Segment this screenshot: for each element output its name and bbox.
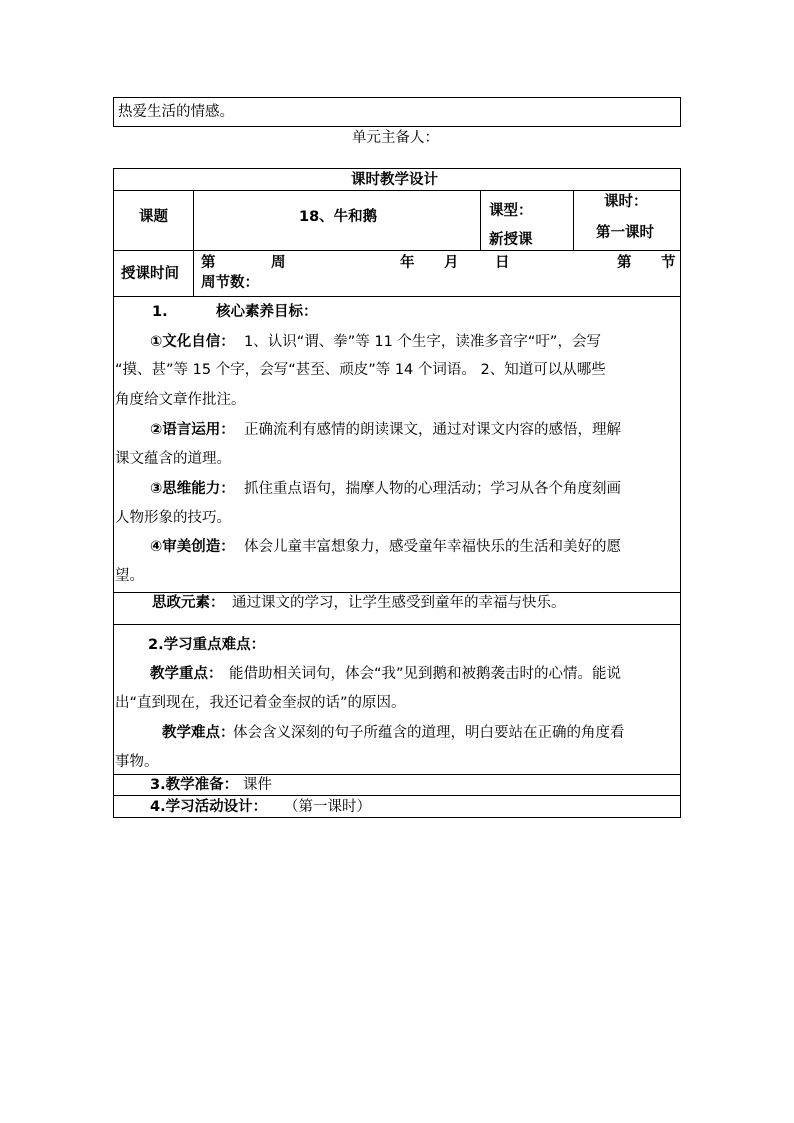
teaching-prep-text: 课件 [243,777,272,793]
teaching-focus-line-2: 出“直到现在，我还记着金奎叔的话”的原因。 [115,695,406,711]
week-suffix: 周 [271,255,286,271]
goals-heading: 核心素养目标： [216,304,318,320]
thinking-line-2: 人物形象的技巧。 [115,510,231,526]
table-line [113,795,681,796]
table-line [480,190,481,250]
table-line [573,190,574,250]
teaching-difficulty-line-2: 事物。 [115,754,159,770]
section-prefix: 第 [617,255,632,271]
thinking-line-1: 抓住重点语句，揣摩人物的心理活动；学习从各个角度刻画 [244,481,621,497]
teaching-difficulty-label: 教学难点： [162,725,235,741]
teaching-focus-line-1: 能借助相关词句，体会“我”见到鹅和被鹅袭击时的心情。能说 [229,666,622,682]
activity-design-label: 4.学习活动设计： [150,799,268,815]
day-label: 日 [495,255,510,271]
culture-line-1: 1、认识“谓、拳”等 11 个生字，读准多音字“吁”，会写 [244,334,601,350]
table-line [113,190,681,191]
culture-label: ①文化自信： [150,334,235,350]
ideology-label: 思政元素： [152,595,225,611]
year-label: 年 [400,255,415,271]
thinking-label: ③思维能力： [150,481,235,497]
weekday-label: 周节数： [201,275,259,291]
topic-value: 18、牛和鹅 [299,209,378,225]
table-line [113,250,681,251]
teaching-prep-label: 3.教学准备： [150,777,239,793]
key-points-heading: 2.学习重点难点： [148,637,266,653]
table-line [193,190,194,296]
unit-preparer-label: 单元主备人： [352,130,439,146]
aesthetic-label: ④审美创造： [150,539,235,555]
topic-label: 课题 [139,209,168,225]
period-value: 第一课时 [596,225,654,241]
ideology-text: 通过课文的学习，让学生感受到童年的幸福与快乐。 [232,595,566,611]
lesson-type-label: 课型： [489,203,533,219]
language-line-1: 正确流利有感情的朗读课文，通过对课文内容的感悟，理解 [244,422,621,438]
table-line [113,592,681,593]
class-time-label: 授课时间 [121,266,179,282]
language-label: ②语言运用： [150,422,235,438]
section-suffix: 节 [661,255,676,271]
table-title: 课时教学设计 [351,172,438,188]
aesthetic-line-1: 体会儿童丰富想象力，感受童年幸福快乐的生活和美好的愿 [244,539,621,555]
lesson-type-value: 新授课 [489,232,533,248]
week-prefix: 第 [201,255,216,271]
period-label: 课时： [604,194,648,210]
table-line [113,296,681,297]
language-line-2: 课文蕴含的道理。 [115,451,231,467]
teaching-difficulty-line-1: 体会含义深刻的句子所蕴含的道理，明白要站在正确的角度看 [233,725,625,741]
month-label: 月 [444,255,459,271]
table-line [113,624,681,625]
aesthetic-line-2: 望。 [115,568,144,584]
goals-number: 1. [152,304,168,320]
top-text: 热爱生活的情感。 [118,104,234,120]
culture-line-2: “摸、甚”等 15 个字，会写“甚至、顽皮”等 14 个词语。 2、知道可以从哪些 [115,362,606,378]
teaching-focus-label: 教学重点： [150,666,223,682]
activity-design-text: （第一课时） [284,799,371,815]
culture-line-3: 角度给文章作批注。 [115,392,246,408]
table-line [113,774,681,775]
